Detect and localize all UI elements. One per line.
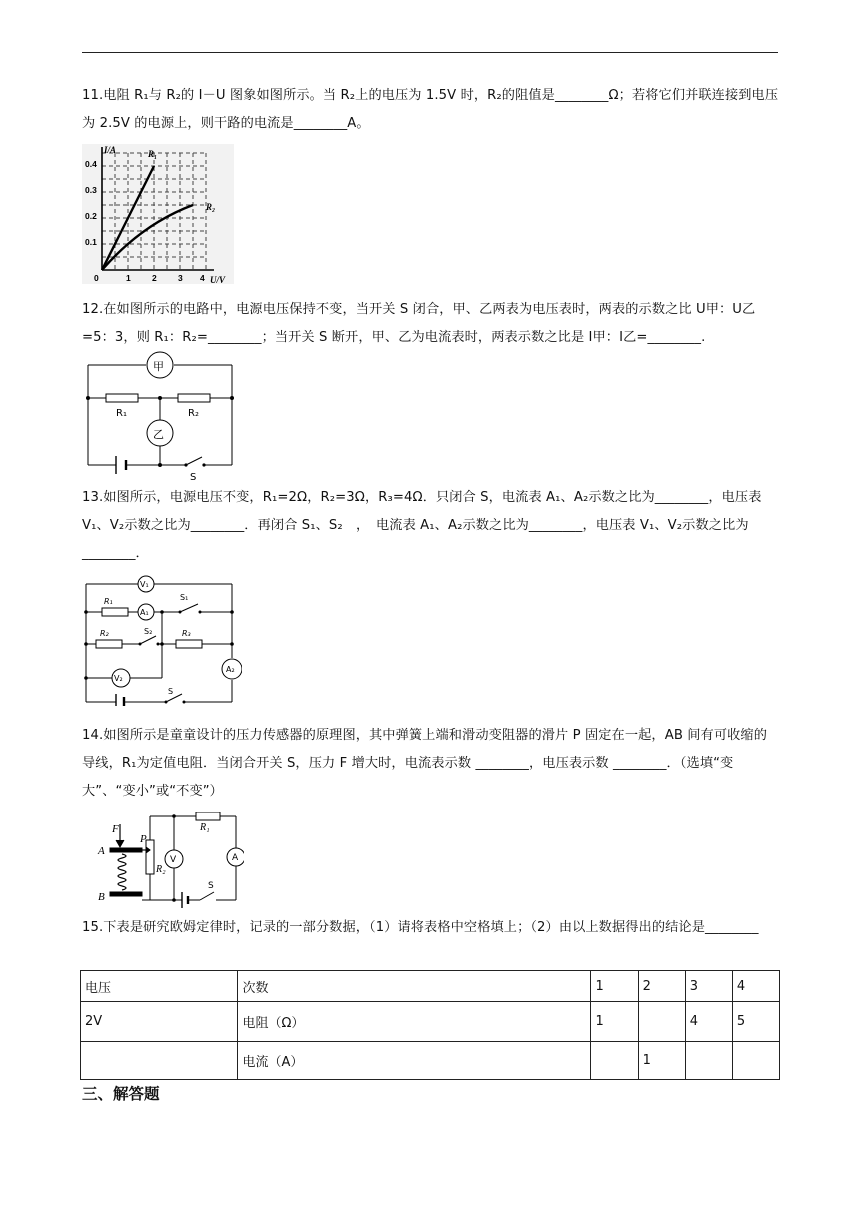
y-axis-label: I/A [104, 145, 117, 155]
table-cell [81, 1042, 238, 1080]
s1-label: S₁ [180, 593, 189, 602]
switch-label: S [190, 472, 197, 483]
rheostat-r2 [146, 840, 154, 874]
table-cell [685, 1042, 732, 1080]
table-cell: 电压 [81, 971, 238, 1002]
x-tick: 2 [152, 273, 157, 283]
r1-label: R₁ [200, 822, 210, 833]
y-tick: 0.1 [85, 237, 97, 247]
switch-s2-blade [140, 636, 156, 644]
table-row [81, 1042, 780, 1080]
s2-label: S₂ [144, 627, 153, 636]
plate-b-label: B [98, 891, 105, 903]
v1-label: V₁ [140, 580, 149, 589]
x-axis-label: U/V [210, 275, 226, 284]
circuit-14 [96, 812, 244, 908]
voltmeter-label: V [170, 855, 177, 865]
table-cell: 1 [591, 1002, 638, 1042]
table-cell: 4 [685, 1002, 732, 1042]
circuit-13 [82, 572, 242, 706]
a1-label: A₁ [140, 608, 149, 617]
x-tick: 0 [94, 273, 99, 283]
r1-label: R₁ [116, 408, 127, 419]
table-cell: 2V [81, 1002, 238, 1042]
plate-a-label: A [98, 845, 105, 857]
slider-p-label: P [140, 833, 147, 845]
x-tick: 1 [126, 273, 131, 283]
table-cell: 1 [638, 1042, 685, 1080]
x-tick: 3 [178, 273, 183, 283]
table-cell: 1 [591, 971, 638, 1002]
r2-label: R₂ [188, 408, 199, 419]
table-cell: 电阻（Ω） [238, 1002, 591, 1042]
meter-jia-label: 甲 [153, 360, 164, 373]
resistor-r2 [96, 640, 122, 648]
header-rule [82, 52, 778, 53]
table-cell: 2 [638, 971, 685, 1002]
resistor-r1 [102, 608, 128, 616]
y-tick: 0.4 [85, 159, 97, 169]
x-tick: 4 [200, 273, 205, 283]
question-13-text: 13.如图所示，电源电压不变，R₁=2Ω，R₂=3Ω，R₃=4Ω．只闭合 S，电流表 A₁、A₂示数之比为________，电压表 V₁、V₂示数之比为________．再闭合 S₁、S₂ ， 电流表 A₁、A₂示数之比为________，电压表 V₁、V₂示数之比为________． [82, 490, 762, 561]
resistor-r3 [176, 640, 202, 648]
question-14-text: 14.如图所示是童童设计的压力传感器的原理图，其中弹簧上端和滑动变阻器的滑片 P 固定在一起，AB 间有可收缩的导线，R₁为定值电阻．当闭合开关 S，压力 F 增大时，电流表示数 ________，电压表示数 ________．（选填“变大”、“变小”或“不变”） [82, 728, 767, 799]
table-row [81, 1002, 780, 1042]
y-tick: 0.3 [85, 185, 97, 195]
table-cell: 4 [732, 971, 779, 1002]
question-15-text: 15.下表是研究欧姆定律时，记录的一部分数据，（1）请将表格中空格填上；（2）由以上数据得出的结论是________ [82, 920, 759, 935]
table-cell: 电流（A） [238, 1042, 591, 1080]
table-cell [732, 1042, 779, 1080]
plate-a [110, 848, 142, 852]
section-heading: 三、解答题 [82, 1085, 160, 1103]
v2-label: V₂ [114, 674, 123, 683]
question-11-text: 11.电阻 R₁与 R₂的 I－U 图象如图所示。当 R₂上的电压为 1.5V 时，R₂的阻值是________Ω；若将它们并联连接到电压为 2.5V 的电源上，则干路的电流是________A。 [82, 88, 779, 131]
ammeter-label: A [232, 853, 239, 863]
resistor-r2 [178, 394, 210, 402]
r2-label: R₂ [206, 202, 216, 212]
force-label: F [112, 823, 119, 835]
table-cell [591, 1042, 638, 1080]
resistor-r1 [106, 394, 138, 402]
meter-yi-label: 乙 [153, 428, 164, 441]
switch-blade [200, 892, 214, 900]
r3-label: R₃ [182, 629, 191, 638]
a2-label: A₂ [226, 665, 235, 674]
r1-label: R₁ [148, 149, 158, 159]
r2-label: R₂ [100, 629, 109, 638]
s-label: S [168, 687, 174, 696]
table-cell: 3 [685, 971, 732, 1002]
r1-label: R₁ [104, 597, 113, 606]
circuit-12 [82, 350, 238, 484]
switch-blade [186, 457, 202, 465]
table-cell: 次数 [238, 971, 591, 1002]
switch-s1-blade [180, 604, 198, 612]
spring [118, 854, 126, 890]
table-cell: 5 [732, 1002, 779, 1042]
switch-label: S [208, 881, 214, 891]
table-row [81, 971, 780, 1002]
resistor-r1 [196, 812, 220, 820]
y-tick: 0.2 [85, 211, 97, 221]
r2-label: R₂ [156, 864, 166, 875]
plate-b [110, 892, 142, 896]
table-cell [638, 1002, 685, 1042]
iu-graph [82, 144, 234, 284]
ohms-law-table [80, 970, 780, 1080]
question-12-text: 12.在如图所示的电路中，电源电压保持不变，当开关 S 闭合，甲、乙两表为电压表时，两表的示数之比 U甲：U乙=5：3，则 R₁：R₂=________；当开关 S 断开，甲、乙为电流表时，两表示数之比是 I甲：I乙=________. [82, 302, 756, 345]
